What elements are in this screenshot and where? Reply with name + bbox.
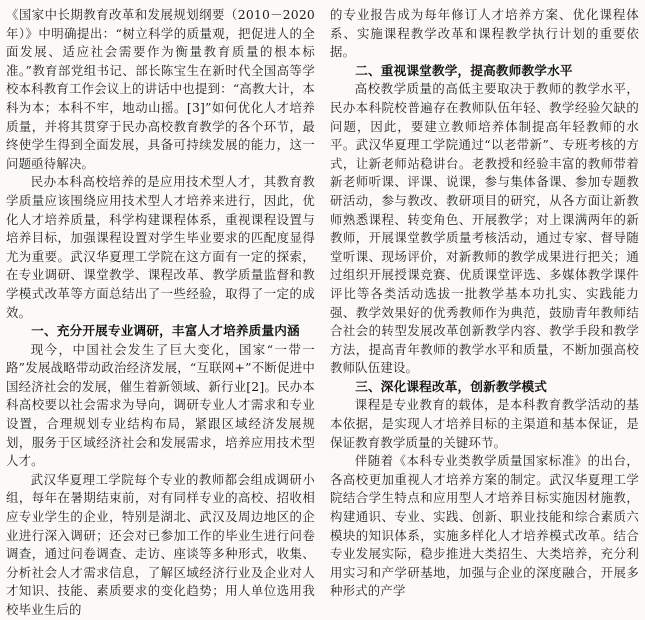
paragraph: 《国家中长期教育改革和发展规划纲要（2010－2020年）》中明确提出：“树立科学的质量观，把促进人的全面发展、适应社会需要作为衡量教育质量的根本标准。”教育部党组书记、部长陈宝生在新时代全国高等学校本科教育工作会议上的讲话中也提到：“高教大计，本科为本；本科不牢，地动山摇。[3]”如何优化人才培养质量，并将其贯穿于民办高校教育教学的各个环节，最终使学生得到全面发展，具备可持续发展的能力，这一问题亟待解决。 <box>6 7 315 171</box>
paragraph: 武汉华夏理工学院每个专业的教师都会组成调研小组，每年在暑期结束前，对有同样专业的高校、招收相应专业学生的企业，特别是湖北、武汉及周边地区的企业进行深入调研；还会对已参加工作的毕业生进行问卷调查，通过问卷调查、走访、座谈等多种形式，收集、分析社会人才需求信息，了解区域经济行业及企业对人才知识、技能、素质要求的变化趋势；用人单位选用我校毕业生后的 <box>6 471 315 617</box>
paragraph: 高校教学质量的高低主要取决于教师的教学水平，民办本科院校普遍存在教师队伍年轻、教学经验欠缺的问题，因此，要建立教师培养体制提高年轻教师的水平。武汉华夏理工学院通过“以老带新”、专班考核的方式，让新老师站稳讲台。老教授和经验丰富的教师带着新老师听课、评课、说课，参与集体备课、参加专题教研活动，参与教改、教研项目的研究，从各方面让新教师熟悉课程、转变角色、开展教学；对上课满两年的新教师，开展课堂教学质量考核活动，通过专家、督导随堂听课、现场评价，对新教师的教学成果进行把关；通过组织开展授课竞赛、优质课堂评选、多媒体教学课件评比等各类活动选拔一批教学基本功扎实、实践能力强、教学效果好的优秀教师作为典范，鼓励青年教师结合社会的转型发展改革创新教学内容、教学手段和教学方法，提高青年教师的教学水平和质量，不断加强高校教师队伍建设。 <box>330 81 639 376</box>
section-heading: 二、重视课堂教学，提高教师教学水平 <box>355 62 573 78</box>
right-column <box>330 6 639 599</box>
section-heading: 三、深化课程改革，创新教学模式 <box>355 378 548 394</box>
paragraph: 现今，中国社会发生了巨大变化，国家“一带一路”发展战略带动政治经济发展，“互联网+”不断促进中国经济社会的发展，催生着新领域、新行业[2]。民办本科高校要以社会需求为导向，调研专业人才需求和专业设置，合理规划专业结构布局，紧跟区域经济发展规划，服务于区域经济社会和发展需求，培养应用技术型人才。 <box>6 341 315 469</box>
paragraph: 课程是专业教育的载体，是本科教育教学活动的基本依据，是实现人才培养目标的主渠道和基本保证，是保证教育教学质量的关键环节。 <box>330 397 639 450</box>
paragraph: 伴随着《本科专业类教学质量国家标准》的出台，各高校更加重视人才培养方案的制定。武汉华夏理工学院结合学生特点和应用型人才培养目标实施因材施教，构建通识、专业、实践、创新、职业技能和综合素质六模块的知识体系，实施多样化人才培养模式改革。结合专业发展实际，稳步推进大类招生、大类培养，充分利用实习和产学研基地，加强与企业的深度融合，开展多种形式的产学 <box>330 453 639 599</box>
section-heading: 一、充分开展专业调研，丰富人才培养质量内涵 <box>31 323 300 339</box>
left-column <box>6 6 315 617</box>
paragraph: 民办本科高校培养的是应用技术型人才，其教育教学质量应该围绕应用技术型人才培养来进行，因此，优化人才培养质量，科学构建课程体系，重视课程设置与培养目标，加强课程设置对学生毕业要求的匹配度显得尤为重要。武汉华夏理工学院在这方面有一定的探索，在专业调研、课堂教学、课程改革、教学质量监督和教学模式改革等方面总结出了一些经验，取得了一定的成效。 <box>6 174 315 320</box>
paragraph: 的专业报告成为每年修订人才培养方案、优化课程体系、实施课程教学改革和课程教学执行计划的重要依据。 <box>330 7 639 60</box>
